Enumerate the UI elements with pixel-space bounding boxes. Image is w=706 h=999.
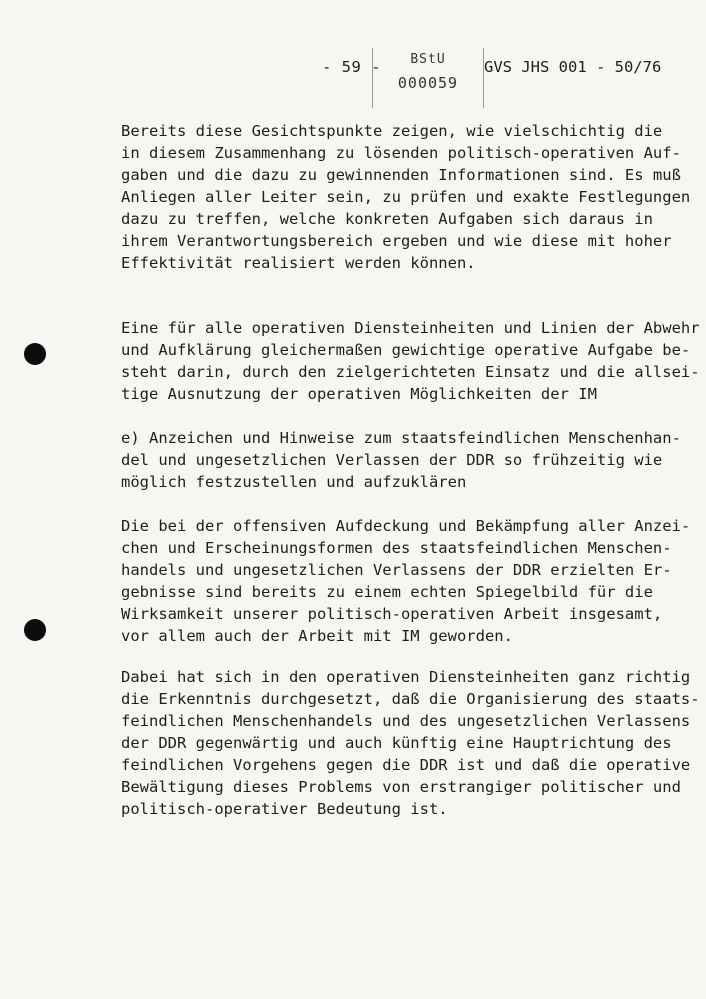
text-line: Effektivität realisiert werden können.	[121, 254, 476, 272]
paragraph-2	[121, 317, 700, 405]
text-line: Bereits diese Gesichtspunkte zeigen, wie vielschichtig die	[121, 122, 663, 140]
text-line: Eine für alle operativen Diensteinheiten und Linien der Abwehr	[121, 319, 700, 337]
text-line: del und ungesetzlichen Verlassen der DDR so frühzeitig wie	[121, 451, 663, 469]
text-line: steht darin, durch den zielgerichteten Einsatz und die allsei-	[121, 363, 700, 381]
text-line: gebnisse sind bereits zu einem echten Spiegelbild für die	[121, 583, 653, 601]
text-line: ihrem Verantwortungsbereich ergeben und wie diese mit hoher	[121, 232, 672, 250]
text-line: Bewältigung dieses Problems von erstrangiger politischer und	[121, 778, 681, 796]
text-line: politisch-operativer Bedeutung ist.	[121, 800, 448, 818]
archive-stamp	[372, 48, 484, 108]
page-header	[0, 48, 706, 108]
text-line: vor allem auch der Arbeit mit IM geworden.	[121, 627, 513, 645]
text-line: Dabei hat sich in den operativen Diensteinheiten ganz richtig	[121, 668, 691, 686]
text-line: der DDR gegenwärtig und auch künftig eine Hauptrichtung des	[121, 734, 672, 752]
text-line: gaben und die dazu zu gewinnenden Informationen sind. Es muß	[121, 166, 681, 184]
text-line: feindlichen Menschenhandels und des ungesetzlichen Verlassens	[121, 712, 691, 730]
paragraph-3	[121, 427, 681, 493]
text-line: dazu zu treffen, welche konkreten Aufgaben sich daraus in	[121, 210, 653, 228]
paragraph-4	[121, 515, 691, 647]
punch-hole	[24, 343, 46, 365]
text-line: chen und Erscheinungsformen des staatsfeindlichen Menschen-	[121, 539, 672, 557]
text-line: tige Ausnutzung der operativen Möglichkeiten der IM	[121, 385, 597, 403]
stamp-number: 000059	[397, 74, 459, 92]
text-line: e) Anzeichen und Hinweise zum staatsfeindlichen Menschenhan-	[121, 429, 681, 447]
document-reference: GVS JHS 001 - 50/76	[484, 58, 662, 76]
text-line: und Aufklärung gleichermaßen gewichtige operative Aufgabe be-	[121, 341, 691, 359]
text-line: feindlichen Vorgehens gegen die DDR ist und daß die operative	[121, 756, 691, 774]
text-line: handels und ungesetzlichen Verlassens der DDR erzielten Er-	[121, 561, 672, 579]
paragraph-1	[121, 120, 691, 274]
punch-hole	[24, 619, 46, 641]
text-line: in diesem Zusammenhang zu lösenden politisch-operativen Auf-	[121, 144, 681, 162]
text-line: möglich festzustellen und aufzuklären	[121, 473, 467, 491]
text-line: Anliegen aller Leiter sein, zu prüfen und exakte Festlegungen	[121, 188, 691, 206]
paragraph-5	[121, 666, 700, 820]
text-line: die Erkenntnis durchgesetzt, daß die Organisierung des staats-	[121, 690, 700, 708]
text-line: Wirksamkeit unserer politisch-operativen Arbeit insgesamt,	[121, 605, 663, 623]
stamp-label: BStU	[410, 52, 446, 67]
text-line: Die bei der offensiven Aufdeckung und Bekämpfung aller Anzei-	[121, 517, 691, 535]
page-number: - 59 -	[322, 58, 381, 76]
